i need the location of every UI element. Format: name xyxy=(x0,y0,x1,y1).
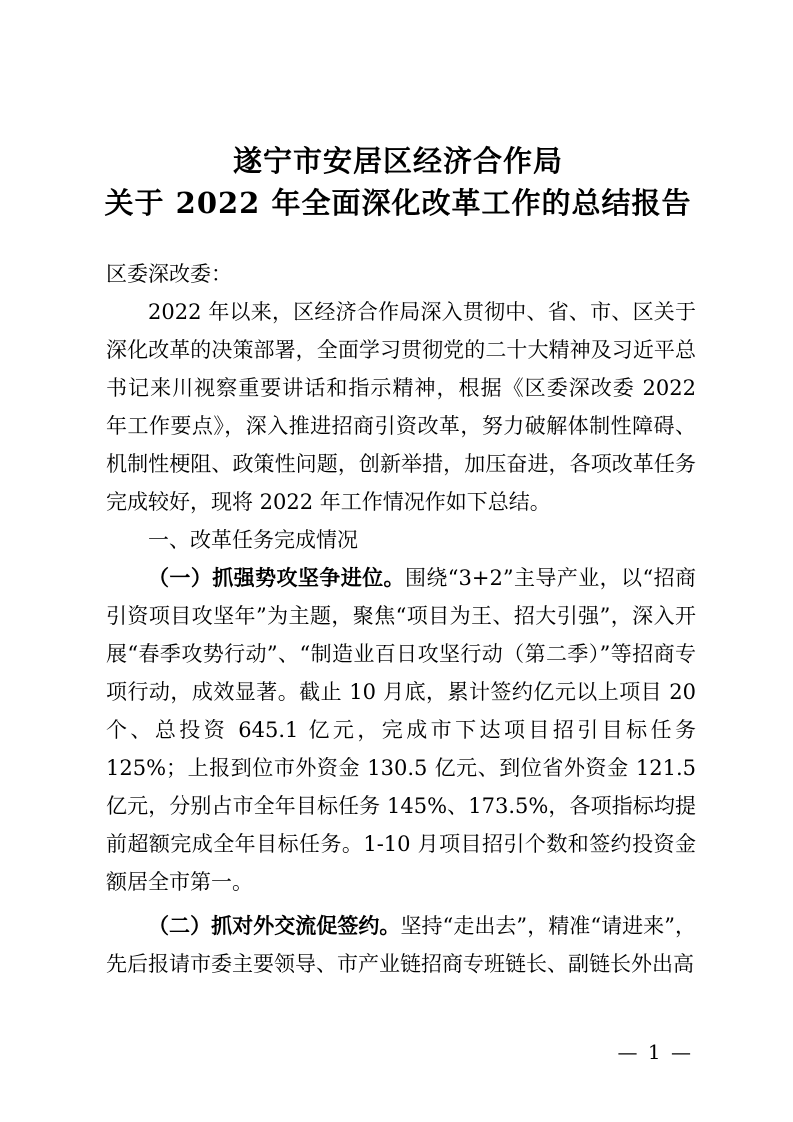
item-paragraph-1 xyxy=(106,559,696,901)
item-body-2: 坚持“走出去”，精准“请进来”，先后报请市委主要领导、市产业链招商专班链长、副链长外出高 xyxy=(106,914,696,976)
item-heading-2: （二）抓对外交流促签约。 xyxy=(148,913,401,938)
item-body-1: 围绕“3+2”主导产业，以“招商引资项目攻坚年”为主题，聚焦“项目为王、招大引强”，深入开展“春季攻势行动”、“制造业百日攻坚行动（第二季）”等招商专项行动，成效显著。截止 10 月底，累计签约亿元以上项目 20 个、总投资 645.1 亿元，完成市下达项目招引目标任务 125%；上报到位市外资金 130.5 亿元、到位省外资金 121.5 亿元，分别占市全年目标任务 145%、173.5%，各项指标均提前超额完成全年目标任务。1-10 月项目招引个数和签约投资金额居全市第一。 xyxy=(106,566,697,894)
page-number: — 1 — xyxy=(617,1040,693,1064)
item-heading-1: （一）抓强势攻坚争进位。 xyxy=(148,565,405,590)
section-heading-1: 一、改革任务完成情况 xyxy=(148,528,358,552)
intro-paragraph: 2022 年以来，区经济合作局深入贯彻中、省、市、区关于深化改革的决策部署，全面学习贯彻党的二十大精神及习近平总书记来川视察重要讲话和指示精神，根据《区委深改委 2022 年工作要点》，深入推进招商引资改革，努力破解体制性障碍、机制性梗阻、政策性问题，创新举措，加压奋进，各项改革任务完成较好，现将 2022 年工作情况作如下总结。 xyxy=(106,300,696,514)
title-line-1: 遂宁市安居区经济合作局 xyxy=(232,144,563,178)
salutation: 区委深改委： xyxy=(106,262,232,286)
document-title xyxy=(100,140,696,224)
document-body xyxy=(106,255,696,983)
item-paragraph-2 xyxy=(106,907,696,983)
title-line-2: 关于 2022 年全面深化改革工作的总结报告 xyxy=(104,186,692,220)
